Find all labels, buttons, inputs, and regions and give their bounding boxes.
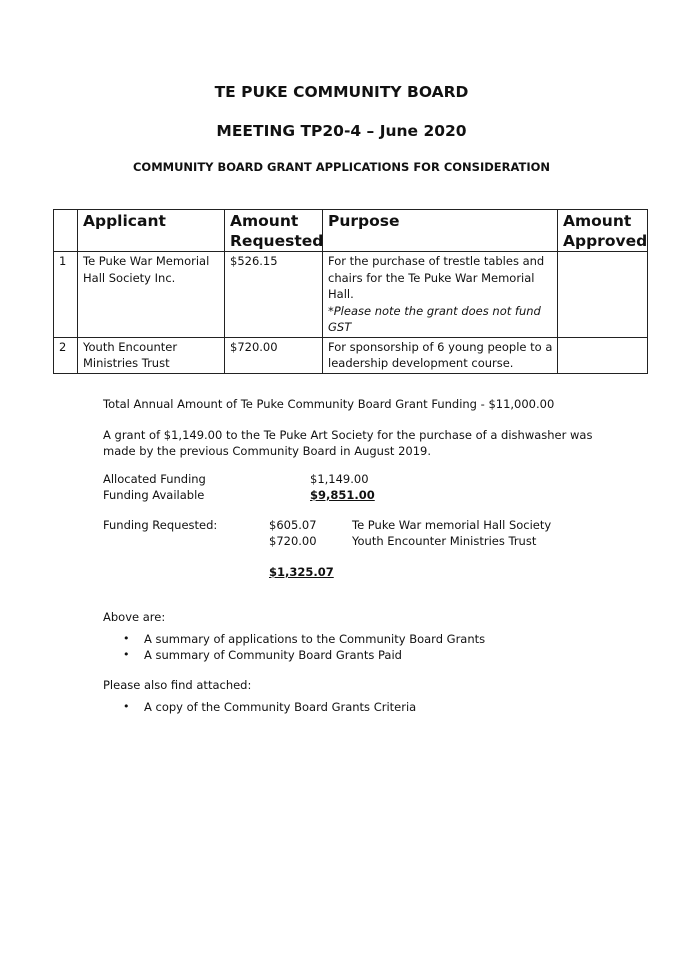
prior-grant-note: A grant of $1,149.00 to the Te Puke Art Society for the purchase of a dishwasher was made by the previous Community Board in August 2019. [103,428,593,458]
funding-requested-label: Funding Requested: [103,518,218,532]
header-amount-requested: Amount Requested [225,210,323,252]
meeting-title: MEETING TP20-4 – June 2020 [216,122,467,140]
table-header-row [54,210,648,252]
document-subtitle: COMMUNITY BOARD GRANT APPLICATIONS FOR CONSIDERATION [132,160,551,174]
bullet-icon: • [123,632,130,645]
header-purpose: Purpose [323,210,558,252]
bullet-icon: • [123,648,130,661]
bullet-icon: • [123,700,130,713]
list-item [103,631,485,647]
row-number: 2 [54,337,78,373]
row-number: 1 [54,252,78,338]
row-purpose: For the purchase of trestle tables and chairs for the Te Puke War Memorial Hall. [328,254,545,301]
requested-amount: $720.00 [269,534,317,548]
requested-organisation: Youth Encounter Ministries Trust [352,534,537,548]
requested-organisation: Te Puke War memorial Hall Society [352,518,552,532]
funding-available-label: Funding Available [103,488,205,502]
row-purpose-note: *Please note the grant does not fund GST [328,303,541,334]
list-item-text: A summary of Community Board Grants Paid [144,648,402,662]
above-are-label: Above are: [103,610,166,624]
row-applicant: Youth Encounter Ministries Trust [78,337,225,373]
header-amount-approved: Amount Approved [558,210,648,252]
requested-total: $1,325.07 [269,565,334,579]
requested-amount: $605.07 [269,518,317,532]
row-amount-approved [558,337,648,373]
table-row [54,337,648,373]
funding-available-value: $9,851.00 [310,488,375,502]
row-applicant: Te Puke War Memorial Hall Society Inc. [78,252,225,338]
row-purpose-cell [323,252,558,338]
row-amount-requested: $526.15 [225,252,323,338]
allocated-funding-value: $1,149.00 [310,472,369,486]
attached-label: Please also find attached: [103,678,252,692]
grant-applications-table [53,209,648,374]
row-purpose: For sponsorship of 6 young people to a leadership development course. [328,339,553,370]
document-title: TE PUKE COMMUNITY BOARD [214,83,469,101]
above-list [103,631,485,663]
list-item [103,647,485,663]
header-applicant: Applicant [78,210,225,252]
total-annual-funding: Total Annual Amount of Te Puke Community Board Grant Funding - $11,000.00 [103,397,555,411]
row-purpose-cell [323,337,558,373]
list-item-text: A summary of applications to the Community Board Grants [144,632,486,646]
row-amount-approved [558,252,648,338]
list-item [103,699,416,715]
row-amount-requested: $720.00 [225,337,323,373]
header-number [54,210,78,252]
attached-list [103,699,416,715]
table-row [54,252,648,338]
list-item-text: A copy of the Community Board Grants Criteria [144,700,417,714]
allocated-funding-label: Allocated Funding [103,472,206,486]
